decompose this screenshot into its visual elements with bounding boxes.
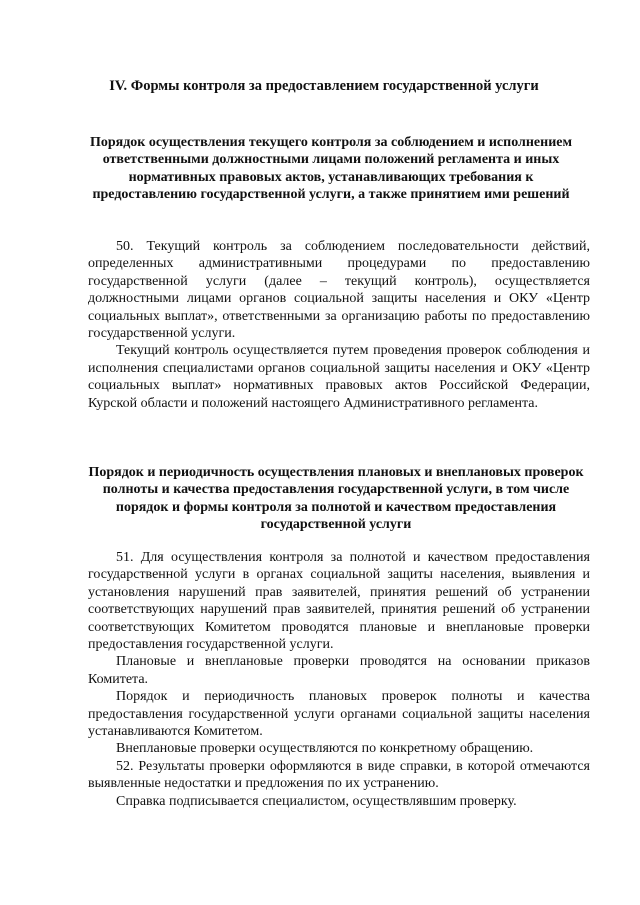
paragraph: Порядок и периодичность плановых проверок полноты и качества предоставления государственной услуги органами социальной защиты населения устанавливаются Комитетом. <box>88 689 590 740</box>
paragraph: 51. Для осуществления контроля за полнотой и качеством предоставления государственной услуги в органах социальной защиты населения, выявления и установления нарушений прав заявителей, принятия решений об устранении соответствующих нарушений прав заявителей, принятия решений об устранении соответствующих Комитетом проводятся плановые и внеплановые проверки предоставления государственной услуги. <box>88 550 590 653</box>
paragraph: Плановые и внеплановые проверки проводятся на основании приказов Комитета. <box>88 654 590 687</box>
paragraph: 52. Результаты проверки оформляются в виде справки, в которой отмечаются выявленные недостатки и предложения по их устранению. <box>88 758 590 792</box>
paragraph: Текущий контроль осуществляется путем проведения проверок соблюдения и исполнения специалистами органов социальной защиты населения и ОКУ «Центр социальных выплат» нормативных правовых актов Российской Федерации, Курской области и положений настоящего Административного регламента. <box>88 343 590 411</box>
paragraph: Справка подписывается специалистом, осуществлявшим проверку. <box>116 793 517 809</box>
section-title: IV. Формы контроля за предоставлением государственной услуги <box>109 78 539 94</box>
heading-current-control: Порядок осуществления текущего контроля за соблюдением и исполнением ответственными должностными лицами положений регламента и иных нормативных правовых актов, устанавливающих требования к предоставлению государственной услуги, а также принятием ими решений <box>89 135 573 202</box>
paragraph: Внеплановые проверки осуществляются по конкретному обращению. <box>116 741 534 757</box>
body-block-inspections <box>88 549 590 810</box>
body-block-current-control <box>88 238 590 412</box>
paragraph: 50. Текущий контроль за соблюдением последовательности действий, определенных административными процедурами по предоставлению государственной услуги (далее – текущий контроль), осуществляется должностными лицами органов социальной защиты населения и ОКУ «Центр социальных выплат», ответственными за организацию работы по предоставлению государственной услуги. <box>88 239 590 342</box>
heading-inspections: Порядок и периодичность осуществления плановых и внеплановых проверок полноты и качества предоставления государственной услуги, в том числе порядок и формы контроля за полнотой и качеством предоставления государственной услуги <box>88 465 584 532</box>
